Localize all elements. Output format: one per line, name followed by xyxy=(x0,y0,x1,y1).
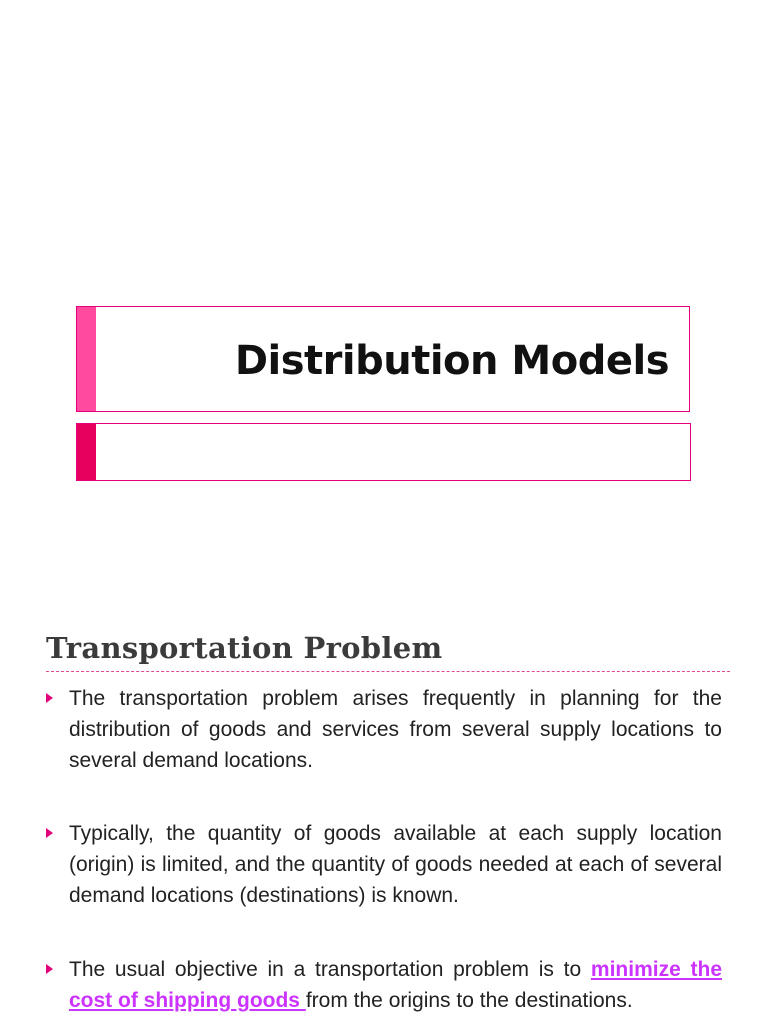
bullet-arrow-icon xyxy=(46,964,53,974)
title-accent-bar xyxy=(77,307,96,411)
subtitle-box xyxy=(76,423,691,481)
bullet-item xyxy=(46,683,722,776)
bullet-arrow-icon xyxy=(46,828,53,838)
bullet-text xyxy=(69,954,722,1016)
section-heading: Transportation Problem xyxy=(46,631,443,665)
bullet-text-tail: from the origins to the destinations. xyxy=(305,989,633,1012)
heading-divider xyxy=(46,671,730,672)
bullet-text-lead: The usual objective in a transportation problem is to xyxy=(69,958,591,981)
bullet-item xyxy=(46,954,722,1016)
bullet-item xyxy=(46,818,722,911)
emphasized-phrase: minimize the cost of shipping goods xyxy=(69,958,722,1012)
slide-title: Distribution Models xyxy=(234,338,669,384)
bullet-text: Typically, the quantity of goods available at each supply location (origin) is limited, and the quantity of goods needed at each of several demand locations (destinations) is known. xyxy=(69,822,722,907)
bullet-arrow-icon xyxy=(46,693,53,703)
subtitle-accent-bar xyxy=(77,424,96,480)
title-box xyxy=(76,306,690,412)
bullet-text: The transportation problem arises frequently in planning for the distribution of goods and services from several supply locations to several demand locations. xyxy=(69,687,722,772)
